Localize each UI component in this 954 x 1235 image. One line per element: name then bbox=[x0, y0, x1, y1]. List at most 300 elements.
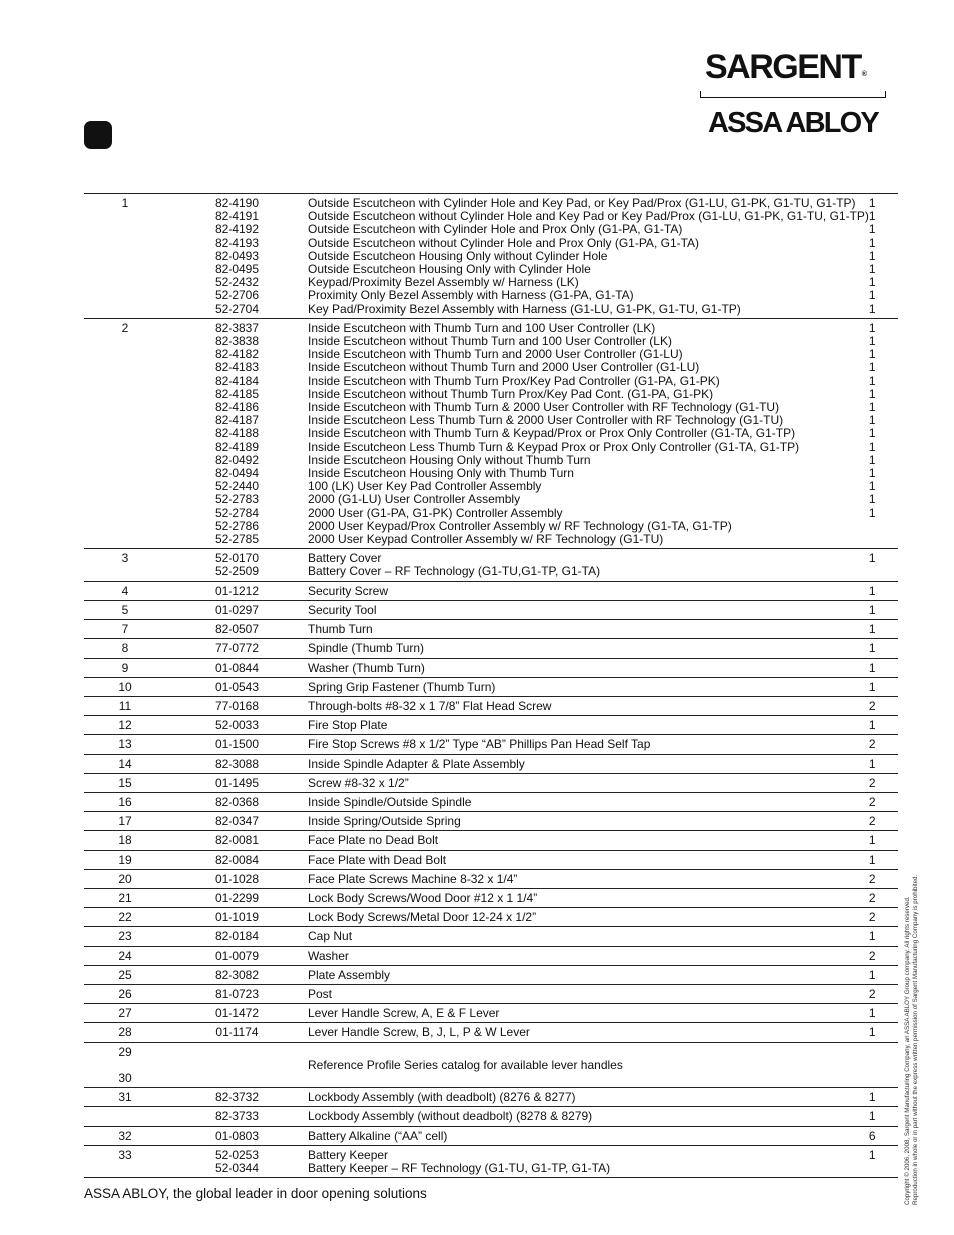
item-number: 15 bbox=[118, 775, 132, 790]
table-row bbox=[84, 581, 898, 600]
part-number: 01-0844 bbox=[214, 660, 260, 675]
part-description: Key Pad/Proximity Bezel Assembly with Harness (G1-LU, G1-PK, G1-TU, G1-TP) bbox=[308, 301, 741, 316]
quantity: 1 bbox=[868, 660, 876, 675]
part-number: 82-0492 bbox=[214, 452, 260, 467]
part-description: Battery Keeper bbox=[308, 1147, 389, 1162]
quantity: 2 bbox=[868, 890, 876, 905]
quantity bbox=[869, 520, 898, 533]
part-description: Inside Escutcheon without Thumb Turn and 2000 User Controller (G1-LU) bbox=[308, 360, 700, 375]
table-row bbox=[84, 1059, 898, 1072]
part-description: Washer bbox=[308, 948, 349, 963]
part-group bbox=[84, 965, 898, 984]
table-row bbox=[84, 507, 898, 520]
part-description: Lock Body Screws/Metal Door 12-24 x 1/2” bbox=[308, 910, 537, 925]
part-number: 52-2786 bbox=[214, 518, 260, 533]
item-number bbox=[84, 493, 166, 506]
item-number bbox=[84, 289, 166, 302]
part-number: 82-0347 bbox=[214, 814, 260, 829]
table-row bbox=[84, 831, 898, 850]
part-number: 82-0507 bbox=[214, 622, 260, 637]
table-row bbox=[84, 984, 898, 1003]
part-description: Inside Escutcheon Housing Only without Thumb Turn bbox=[308, 452, 591, 467]
part-number: 82-0184 bbox=[214, 929, 260, 944]
part-description: Inside Escutcheon Less Thumb Turn & 2000 User Controller with RF Technology (G1-TU) bbox=[308, 413, 784, 428]
part-number: 01-2299 bbox=[214, 890, 260, 905]
quantity: 1 bbox=[868, 209, 876, 224]
part-description: Inside Escutcheon with Thumb Turn & Keypad/Prox or Prox Only Controller (G1-TA, G1-TP) bbox=[308, 426, 796, 441]
item-number: 9 bbox=[121, 660, 129, 675]
part-group bbox=[84, 658, 898, 677]
table-row bbox=[84, 1107, 898, 1126]
quantity: 2 bbox=[868, 737, 876, 752]
part-description bbox=[308, 1042, 869, 1059]
part-description: Post bbox=[308, 986, 333, 1001]
part-number: 01-1212 bbox=[214, 583, 260, 598]
part-group bbox=[84, 850, 898, 869]
part-description: Reference Profile Series catalog for available lever handles bbox=[308, 1057, 623, 1072]
table-row bbox=[84, 869, 898, 888]
table-row bbox=[84, 620, 898, 639]
part-description: Outside Escutcheon with Cylinder Hole and Key Pad, or Key Pad/Prox (G1-LU, G1-PK, G1-TU, G1-TP) bbox=[308, 196, 856, 210]
quantity: 1 bbox=[868, 641, 876, 656]
part-group bbox=[84, 677, 898, 696]
item-number: 8 bbox=[121, 641, 129, 656]
quantity bbox=[869, 1059, 898, 1072]
part-number: 82-3837 bbox=[214, 320, 260, 335]
item-number bbox=[84, 237, 166, 250]
part-number: 01-1472 bbox=[214, 1006, 260, 1021]
copyright-line: Reproduction in whole or in part without the express written permission of Sargent Manufacturing Company is prohibited. bbox=[912, 874, 919, 1205]
table-row bbox=[84, 1126, 898, 1145]
item-number: 3 bbox=[121, 551, 129, 566]
part-number bbox=[166, 1059, 308, 1072]
part-number: 82-3088 bbox=[214, 756, 260, 771]
table-row bbox=[84, 946, 898, 965]
item-number: 32 bbox=[118, 1128, 132, 1143]
part-description: Outside Escutcheon without Cylinder Hole and Prox Only (G1-PA, G1-TA) bbox=[308, 235, 700, 250]
item-number: 22 bbox=[118, 910, 132, 925]
page-badge bbox=[84, 121, 112, 149]
table-row bbox=[84, 565, 898, 581]
part-description: 2000 User (G1-PA, G1-PK) Controller Assembly bbox=[308, 505, 563, 520]
part-description: Spindle (Thumb Turn) bbox=[308, 641, 425, 656]
part-description: Battery Cover bbox=[308, 551, 382, 566]
part-group bbox=[84, 946, 898, 965]
quantity: 1 bbox=[868, 235, 876, 250]
item-number: 1 bbox=[121, 196, 129, 210]
item-number: 23 bbox=[118, 929, 132, 944]
part-description: Lever Handle Screw, B, J, L, P & W Lever bbox=[308, 1025, 530, 1040]
part-description: Outside Escutcheon Housing Only with Cylinder Hole bbox=[308, 262, 591, 277]
item-number: 19 bbox=[118, 852, 132, 867]
part-number: 01-0079 bbox=[214, 948, 260, 963]
part-number: 82-3838 bbox=[214, 334, 260, 349]
table-row bbox=[84, 792, 898, 811]
part-description: Washer (Thumb Turn) bbox=[308, 660, 425, 675]
quantity: 1 bbox=[868, 679, 876, 694]
table-row bbox=[84, 1145, 898, 1162]
part-group bbox=[84, 1042, 898, 1088]
part-description: 2000 (G1-LU) User Controller Assembly bbox=[308, 492, 521, 507]
part-description: Outside Escutcheon with Cylinder Hole and Prox Only (G1-PA, G1-TA) bbox=[308, 222, 683, 237]
part-number: 52-0253 bbox=[214, 1147, 260, 1162]
part-description: Outside Escutcheon Housing Only without Cylinder Hole bbox=[308, 248, 608, 263]
part-group bbox=[84, 581, 898, 600]
part-number: 52-2706 bbox=[214, 288, 260, 303]
quantity: 1 bbox=[868, 479, 876, 494]
table-row bbox=[84, 639, 898, 658]
part-group bbox=[84, 984, 898, 1003]
table-row bbox=[84, 716, 898, 735]
part-description: Inside Escutcheon with Thumb Turn Prox/Key Pad Controller (G1-PA, G1-PK) bbox=[308, 373, 720, 388]
part-group bbox=[84, 1023, 898, 1042]
sargent-logo bbox=[705, 48, 867, 86]
item-number bbox=[84, 210, 166, 223]
part-number: 52-0170 bbox=[214, 551, 260, 566]
quantity: 2 bbox=[868, 698, 876, 713]
part-description: Keypad/Proximity Bezel Assembly w/ Harness (LK) bbox=[308, 275, 579, 290]
quantity: 1 bbox=[868, 1109, 876, 1124]
item-number bbox=[84, 454, 166, 467]
quantity: 1 bbox=[868, 551, 876, 566]
part-description: Face Plate no Dead Bolt bbox=[308, 833, 439, 848]
part-group bbox=[84, 812, 898, 831]
item-number bbox=[84, 263, 166, 276]
part-description: 100 (LK) User Key Pad Controller Assembly bbox=[308, 479, 542, 494]
part-group bbox=[84, 1107, 898, 1126]
part-number: 82-4183 bbox=[214, 360, 260, 375]
part-description: Plate Assembly bbox=[308, 967, 391, 982]
part-group bbox=[84, 639, 898, 658]
item-number: 20 bbox=[118, 871, 132, 886]
table-row bbox=[84, 773, 898, 792]
part-group bbox=[84, 735, 898, 754]
table-row bbox=[84, 375, 898, 388]
item-number bbox=[84, 361, 166, 374]
item-number: 13 bbox=[118, 737, 132, 752]
item-number bbox=[84, 467, 166, 480]
table-row bbox=[84, 965, 898, 984]
part-number: 82-4192 bbox=[214, 222, 260, 237]
logo-bracket bbox=[700, 91, 886, 98]
part-number: 01-1495 bbox=[214, 775, 260, 790]
quantity: 2 bbox=[868, 814, 876, 829]
quantity: 1 bbox=[868, 583, 876, 598]
quantity: 2 bbox=[868, 775, 876, 790]
table-row bbox=[84, 194, 898, 211]
part-group bbox=[84, 716, 898, 735]
table-row bbox=[84, 533, 898, 549]
quantity: 1 bbox=[868, 373, 876, 388]
quantity: 1 bbox=[868, 1090, 876, 1105]
item-number bbox=[84, 375, 166, 388]
part-number: 52-2509 bbox=[214, 564, 260, 579]
part-number: 77-0772 bbox=[214, 641, 260, 656]
quantity bbox=[869, 1162, 898, 1178]
part-group bbox=[84, 620, 898, 639]
part-description: Fire Stop Plate bbox=[308, 718, 388, 733]
table-row bbox=[84, 1088, 898, 1107]
item-number: 4 bbox=[121, 583, 129, 598]
item-number: 14 bbox=[118, 756, 132, 771]
item-number: 29 bbox=[118, 1044, 132, 1059]
item-number: 30 bbox=[118, 1070, 132, 1085]
table-row bbox=[84, 1023, 898, 1042]
quantity: 2 bbox=[868, 948, 876, 963]
part-description: Lever Handle Screw, A, E & F Lever bbox=[308, 1006, 500, 1021]
footer-tagline: ASSA ABLOY, the global leader in door opening solutions bbox=[84, 1186, 427, 1201]
quantity: 1 bbox=[868, 222, 876, 237]
item-number: 21 bbox=[118, 890, 132, 905]
part-group bbox=[84, 888, 898, 907]
table-row bbox=[84, 318, 898, 335]
sargent-wordmark: SARGENT bbox=[705, 48, 861, 86]
quantity: 1 bbox=[868, 386, 876, 401]
quantity: 1 bbox=[868, 248, 876, 263]
quantity: 1 bbox=[868, 505, 876, 520]
part-number: 82-4186 bbox=[214, 400, 260, 415]
item-number bbox=[84, 388, 166, 401]
part-number: 82-4187 bbox=[214, 413, 260, 428]
part-number: 01-1019 bbox=[214, 910, 260, 925]
quantity bbox=[869, 1072, 898, 1088]
part-number: 52-0344 bbox=[214, 1160, 260, 1175]
table-row bbox=[84, 888, 898, 907]
part-description: Thumb Turn bbox=[308, 622, 373, 637]
part-description: Through-bolts #8-32 x 1 7/8” Flat Head Screw bbox=[308, 698, 552, 713]
part-number: 52-2440 bbox=[214, 479, 260, 494]
part-description: Inside Escutcheon with Thumb Turn and 100 User Controller (LK) bbox=[308, 320, 656, 335]
quantity: 6 bbox=[868, 1128, 876, 1143]
part-number: 82-0493 bbox=[214, 248, 260, 263]
part-description: Inside Spring/Outside Spring bbox=[308, 814, 461, 829]
quantity bbox=[869, 533, 898, 549]
part-number: 52-2785 bbox=[214, 532, 260, 547]
item-number: 12 bbox=[118, 718, 132, 733]
part-number: 82-4185 bbox=[214, 386, 260, 401]
quantity: 1 bbox=[868, 1147, 876, 1162]
table-row bbox=[84, 223, 898, 236]
part-group bbox=[84, 1145, 898, 1177]
part-number: 82-4182 bbox=[214, 347, 260, 362]
part-number: 52-2432 bbox=[214, 275, 260, 290]
quantity: 1 bbox=[868, 347, 876, 362]
item-number: 2 bbox=[121, 320, 129, 335]
part-description: 2000 User Keypad/Prox Controller Assembly w/ RF Technology (G1-TA, G1-TP) bbox=[308, 518, 732, 533]
quantity: 1 bbox=[868, 400, 876, 415]
copyright-line: Copyright © 2006, 2008, Sargent Manufacturing Company, an ASSA ABLOY Group company. All rights reserved. bbox=[904, 896, 911, 1205]
quantity: 1 bbox=[868, 1006, 876, 1021]
quantity: 1 bbox=[868, 275, 876, 290]
part-description: Inside Escutcheon Less Thumb Turn & Keypad Prox or Prox Only Controller (G1-TA, G1-TP) bbox=[308, 439, 800, 454]
quantity: 1 bbox=[868, 288, 876, 303]
part-group bbox=[84, 927, 898, 946]
table-row bbox=[84, 1004, 898, 1023]
quantity: 1 bbox=[868, 756, 876, 771]
table-row bbox=[84, 441, 898, 454]
part-number: 52-0033 bbox=[214, 718, 260, 733]
part-group bbox=[84, 696, 898, 715]
registered-mark: ® bbox=[861, 71, 867, 78]
part-description: Face Plate with Dead Bolt bbox=[308, 852, 447, 867]
quantity: 1 bbox=[868, 967, 876, 982]
item-number bbox=[84, 480, 166, 493]
part-number: 52-2783 bbox=[214, 492, 260, 507]
part-group bbox=[84, 908, 898, 927]
part-number: 82-0084 bbox=[214, 852, 260, 867]
part-number: 82-0081 bbox=[214, 833, 260, 848]
table-row bbox=[84, 1072, 898, 1088]
item-number bbox=[84, 565, 166, 581]
table-row bbox=[84, 1042, 898, 1059]
part-number bbox=[166, 1072, 308, 1088]
quantity: 1 bbox=[868, 602, 876, 617]
part-number: 81-0723 bbox=[214, 986, 260, 1001]
part-description: Spring Grip Fastener (Thumb Turn) bbox=[308, 679, 496, 694]
item-number bbox=[84, 223, 166, 236]
table-row bbox=[84, 735, 898, 754]
quantity: 1 bbox=[868, 426, 876, 441]
part-number: 01-0297 bbox=[214, 602, 260, 617]
part-number: 01-1174 bbox=[215, 1025, 259, 1040]
part-group bbox=[84, 773, 898, 792]
part-description: Screw #8-32 x 1/2” bbox=[308, 775, 409, 790]
table-row bbox=[84, 850, 898, 869]
copyright-notice bbox=[904, 785, 920, 1205]
table-row bbox=[84, 493, 898, 506]
item-number: 10 bbox=[118, 679, 132, 694]
part-number: 82-4188 bbox=[214, 426, 260, 441]
item-number bbox=[84, 441, 166, 454]
part-group bbox=[84, 549, 898, 581]
quantity bbox=[869, 1042, 898, 1059]
quantity: 1 bbox=[868, 622, 876, 637]
part-group bbox=[84, 1004, 898, 1023]
quantity: 1 bbox=[868, 718, 876, 733]
part-number: 82-0495 bbox=[214, 262, 260, 277]
part-number: 82-0368 bbox=[214, 794, 260, 809]
quantity: 1 bbox=[868, 320, 876, 335]
item-number bbox=[84, 507, 166, 520]
part-number: 82-3733 bbox=[214, 1109, 260, 1124]
table-row bbox=[84, 677, 898, 696]
part-group bbox=[84, 600, 898, 619]
part-description: Lock Body Screws/Wood Door #12 x 1 1/4” bbox=[308, 890, 538, 905]
table-row bbox=[84, 289, 898, 302]
table-row bbox=[84, 908, 898, 927]
quantity: 1 bbox=[868, 439, 876, 454]
item-number bbox=[84, 250, 166, 263]
part-group bbox=[84, 754, 898, 773]
part-number: 82-4190 bbox=[214, 196, 260, 210]
quantity: 1 bbox=[868, 334, 876, 349]
quantity: 1 bbox=[868, 1025, 876, 1040]
item-number bbox=[84, 1162, 166, 1178]
item-number: 25 bbox=[118, 967, 132, 982]
part-group bbox=[84, 194, 898, 319]
part-number: 82-0494 bbox=[214, 466, 260, 481]
quantity: 1 bbox=[868, 466, 876, 481]
part-group bbox=[84, 318, 898, 548]
part-description: Security Tool bbox=[308, 602, 377, 617]
item-number: 18 bbox=[118, 833, 132, 848]
item-number bbox=[84, 348, 166, 361]
item-number: 24 bbox=[118, 948, 132, 963]
part-group bbox=[84, 1126, 898, 1145]
quantity: 2 bbox=[868, 986, 876, 1001]
item-number bbox=[84, 520, 166, 533]
part-number: 82-4189 bbox=[214, 439, 260, 454]
part-description: Lockbody Assembly (with deadbolt) (8276 & 8277) bbox=[308, 1090, 576, 1105]
quantity: 1 bbox=[868, 492, 876, 507]
item-number: 27 bbox=[118, 1006, 132, 1021]
item-number: 26 bbox=[118, 986, 132, 1001]
part-description: Proximity Only Bezel Assembly with Harness (G1-PA, G1-TA) bbox=[308, 288, 634, 303]
quantity: 1 bbox=[868, 852, 876, 867]
item-number bbox=[84, 401, 166, 414]
item-number bbox=[84, 276, 166, 289]
part-number bbox=[166, 1042, 308, 1059]
parts-table bbox=[84, 193, 898, 1178]
part-group bbox=[84, 869, 898, 888]
quantity: 2 bbox=[868, 871, 876, 886]
part-number: 82-4191 bbox=[214, 209, 260, 224]
quantity: 1 bbox=[868, 413, 876, 428]
part-number: 01-0803 bbox=[214, 1128, 260, 1143]
item-number bbox=[84, 414, 166, 427]
part-description bbox=[308, 1072, 869, 1088]
part-description: Inside Escutcheon with Thumb Turn and 2000 User Controller (G1-LU) bbox=[308, 347, 683, 362]
part-description: Inside Spindle/Outside Spindle bbox=[308, 794, 472, 809]
part-number: 01-0543 bbox=[214, 679, 260, 694]
item-number bbox=[84, 533, 166, 549]
part-description: Inside Escutcheon with Thumb Turn & 2000 User Controller with RF Technology (G1-TU) bbox=[308, 400, 780, 415]
quantity: 1 bbox=[868, 196, 876, 210]
quantity: 1 bbox=[868, 929, 876, 944]
part-number: 82-4184 bbox=[214, 373, 260, 388]
table-row bbox=[84, 237, 898, 250]
part-description: Battery Alkaline (“AA” cell) bbox=[308, 1128, 448, 1143]
part-description: Fire Stop Screws #8 x 1/2” Type “AB” Phillips Pan Head Self Tap bbox=[308, 737, 651, 752]
quantity: 2 bbox=[868, 794, 876, 809]
part-description: Inside Spindle Adapter & Plate Assembly bbox=[308, 756, 525, 771]
part-number: 82-4193 bbox=[214, 235, 260, 250]
item-number: 11 bbox=[118, 698, 132, 713]
part-description: Lockbody Assembly (without deadbolt) (8278 & 8279) bbox=[308, 1109, 593, 1124]
part-description: Inside Escutcheon without Thumb Turn Prox/Key Pad Cont. (G1-PA, G1-PK) bbox=[308, 386, 714, 401]
item-number: 5 bbox=[121, 602, 129, 617]
item-number: 28 bbox=[118, 1025, 132, 1040]
quantity: 1 bbox=[868, 833, 876, 848]
table-row bbox=[84, 696, 898, 715]
table-row bbox=[84, 361, 898, 374]
quantity: 1 bbox=[868, 360, 876, 375]
item-number: 7 bbox=[121, 622, 129, 637]
item-number: 31 bbox=[118, 1090, 132, 1105]
quantity: 1 bbox=[868, 262, 876, 277]
part-description: 2000 User Keypad Controller Assembly w/ RF Technology (G1-TU) bbox=[308, 532, 664, 547]
part-number: 77-0168 bbox=[214, 698, 260, 713]
item-number: 16 bbox=[118, 794, 132, 809]
part-description: Battery Keeper – RF Technology (G1-TU, G1-TP, G1-TA) bbox=[308, 1160, 611, 1175]
item-number bbox=[84, 303, 166, 319]
item-number bbox=[84, 1059, 166, 1072]
part-description: Inside Escutcheon without Thumb Turn and 100 User Controller (LK) bbox=[308, 334, 672, 349]
part-group bbox=[84, 792, 898, 811]
item-number bbox=[84, 335, 166, 348]
item-number: 33 bbox=[118, 1147, 132, 1162]
item-number bbox=[84, 1107, 166, 1126]
